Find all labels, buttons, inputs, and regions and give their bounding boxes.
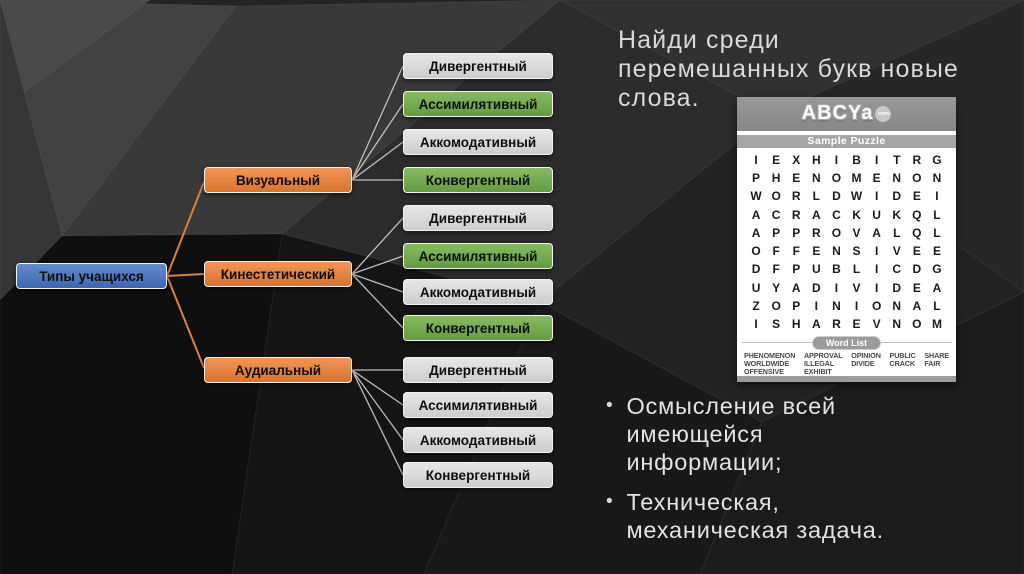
word-list-word: APPROVAL bbox=[803, 351, 843, 361]
puzzle-letter: G bbox=[932, 152, 942, 167]
diagram-branch-auditory: Аудиальный bbox=[204, 357, 352, 383]
puzzle-letter: R bbox=[912, 152, 922, 167]
puzzle-letter: Q bbox=[912, 225, 922, 240]
puzzle-letter: F bbox=[792, 244, 800, 259]
puzzle-letter: I bbox=[834, 152, 839, 167]
puzzle-letter: R bbox=[832, 317, 841, 332]
puzzle-letter: L bbox=[812, 189, 821, 204]
puzzle-letter: V bbox=[852, 225, 861, 240]
puzzle-letter: O bbox=[751, 244, 761, 259]
bullet-line: информации; bbox=[626, 449, 783, 475]
puzzle-letter: U bbox=[812, 262, 821, 277]
puzzle-letter: A bbox=[912, 298, 922, 313]
puzzle-letter: U bbox=[872, 207, 881, 222]
puzzle-letter: E bbox=[932, 244, 941, 259]
puzzle-letter: I bbox=[874, 189, 879, 204]
word-list-word: OPINION bbox=[851, 351, 881, 361]
puzzle-letter: I bbox=[874, 244, 879, 259]
puzzle-letter: N bbox=[892, 317, 902, 332]
puzzle-letter: D bbox=[892, 189, 902, 204]
puzzle-letter: F bbox=[772, 262, 780, 277]
puzzle-letter: D bbox=[892, 280, 902, 295]
word-list-column bbox=[924, 352, 949, 376]
puzzle-letter: E bbox=[772, 152, 781, 167]
puzzle-letter: P bbox=[752, 171, 761, 186]
word-list-badge: Word List bbox=[812, 336, 881, 350]
puzzle-letter: L bbox=[933, 225, 941, 240]
puzzle-letter: R bbox=[812, 225, 821, 240]
puzzle-letter: I bbox=[814, 298, 819, 313]
letter-grid bbox=[737, 148, 956, 337]
puzzle-letter: R bbox=[791, 189, 801, 204]
puzzle-letter: N bbox=[832, 244, 841, 259]
bullet-line: механическая задача. bbox=[626, 517, 884, 543]
puzzle-letter: P bbox=[772, 225, 781, 240]
puzzle-letter: R bbox=[791, 207, 801, 222]
puzzle-letter: W bbox=[850, 189, 863, 204]
puzzle-letter: I bbox=[874, 262, 879, 277]
puzzle-letter: D bbox=[832, 189, 841, 204]
bullet-item bbox=[606, 392, 1024, 476]
puzzle-letter: I bbox=[754, 317, 758, 332]
puzzle-letter: K bbox=[852, 207, 861, 222]
diagram-leaf: Дивергентный bbox=[403, 205, 553, 231]
puzzle-letter: W bbox=[750, 189, 762, 204]
puzzle-letter: I bbox=[834, 280, 839, 295]
puzzle-letter: K bbox=[892, 207, 902, 222]
puzzle-letter: T bbox=[893, 152, 901, 167]
puzzle-letter: S bbox=[772, 317, 781, 332]
puzzle-letter: A bbox=[812, 207, 821, 222]
puzzle-letter: L bbox=[933, 298, 941, 313]
puzzle-letter: V bbox=[892, 244, 901, 259]
puzzle-letter: S bbox=[852, 244, 861, 259]
bullet-item bbox=[606, 488, 1024, 544]
puzzle-header-band bbox=[737, 97, 956, 131]
puzzle-letter: N bbox=[892, 298, 902, 313]
diagram-branch-kinesthetic: Кинестетический bbox=[204, 261, 352, 287]
puzzle-letter: P bbox=[792, 298, 801, 313]
puzzle-letter: U bbox=[751, 280, 761, 295]
puzzle-letter: O bbox=[831, 171, 842, 186]
diagram-leaf: Ассимилятивный bbox=[403, 91, 553, 117]
puzzle-letter: E bbox=[872, 171, 881, 186]
puzzle-letter: B bbox=[852, 152, 861, 167]
puzzle-letter: Z bbox=[752, 298, 760, 313]
word-list-column bbox=[744, 352, 795, 376]
diagram-leaf: Ассимилятивный bbox=[403, 243, 553, 269]
puzzle-letter: C bbox=[832, 207, 841, 222]
word-list-word: OFFENSIVE bbox=[744, 367, 784, 377]
word-search-puzzle-image bbox=[737, 97, 956, 382]
puzzle-letter: O bbox=[871, 298, 882, 313]
puzzle-letter: Q bbox=[912, 207, 922, 222]
puzzle-letter: P bbox=[792, 225, 801, 240]
puzzle-letter: E bbox=[852, 317, 861, 332]
diagram-leaf: Дивергентный bbox=[403, 357, 553, 383]
abcya-logo-com-badge: com bbox=[875, 106, 891, 122]
puzzle-letter: V bbox=[872, 317, 881, 332]
puzzle-letter: Y bbox=[772, 280, 781, 295]
puzzle-letter: H bbox=[812, 152, 821, 167]
word-list-column bbox=[804, 352, 843, 376]
puzzle-letter: E bbox=[912, 280, 921, 295]
puzzle-letter: D bbox=[912, 262, 922, 277]
diagram-leaf: Конвергентный bbox=[403, 462, 553, 488]
puzzle-letter: A bbox=[812, 317, 821, 332]
word-list-column bbox=[851, 352, 881, 376]
word-list-word: FAIR bbox=[924, 359, 941, 369]
puzzle-letter: O bbox=[912, 171, 922, 186]
puzzle-letter: O bbox=[771, 189, 781, 204]
puzzle-letter: E bbox=[812, 244, 821, 259]
puzzle-letter: P bbox=[792, 262, 801, 277]
diagram-leaf: Аккомодативный bbox=[403, 279, 553, 305]
puzzle-letter: A bbox=[872, 225, 881, 240]
puzzle-footer-band bbox=[737, 376, 956, 382]
diagram-leaf: Ассимилятивный bbox=[403, 392, 553, 418]
puzzle-letter: N bbox=[892, 171, 902, 186]
word-list-word: ILLEGAL bbox=[803, 359, 835, 369]
title-line: перемешанных букв новые bbox=[618, 55, 959, 83]
word-list-word: PUBLIC bbox=[889, 351, 916, 361]
word-list-word: CRACK bbox=[889, 359, 915, 369]
bullet-line: имеющейся bbox=[626, 421, 764, 447]
word-list-word: SHARE bbox=[924, 351, 949, 361]
diagram-branch-visual: Визуальный bbox=[204, 167, 352, 193]
bullet-marker: • bbox=[606, 491, 614, 512]
diagram-leaf: Аккомодативный bbox=[403, 129, 553, 155]
puzzle-letter: O bbox=[771, 298, 781, 313]
puzzle-letter: M bbox=[851, 171, 862, 186]
puzzle-letter: I bbox=[854, 298, 859, 313]
puzzle-letter: E bbox=[912, 244, 921, 259]
bullet-text bbox=[626, 488, 884, 544]
puzzle-letter: H bbox=[791, 317, 801, 332]
diagram-leaf: Аккомодативный bbox=[403, 427, 553, 453]
puzzle-letter: I bbox=[754, 152, 758, 167]
puzzle-letter: C bbox=[892, 262, 902, 277]
puzzle-letter: N bbox=[832, 298, 841, 313]
word-list-column bbox=[890, 352, 916, 376]
puzzle-letter: A bbox=[751, 207, 761, 222]
puzzle-letter: C bbox=[771, 207, 781, 222]
word-list-divider bbox=[737, 336, 956, 350]
bullet-line: Осмысление всей bbox=[626, 393, 836, 419]
puzzle-letter: O bbox=[912, 317, 922, 332]
puzzle-letter: F bbox=[772, 244, 780, 259]
puzzle-letter: X bbox=[792, 152, 801, 167]
puzzle-letter: H bbox=[771, 171, 781, 186]
bullet-marker: • bbox=[606, 395, 614, 416]
puzzle-letter: N bbox=[932, 171, 942, 186]
bullet-line: Техническая, bbox=[626, 489, 780, 515]
abcya-logo: ABCYa bbox=[801, 102, 874, 125]
diagram-root-node: Типы учащихся bbox=[16, 263, 167, 289]
word-list-word: PHENOMENON bbox=[744, 351, 796, 361]
puzzle-letter: L bbox=[852, 262, 861, 277]
puzzle-letter: L bbox=[893, 225, 901, 240]
puzzle-letter: O bbox=[831, 225, 842, 240]
puzzle-letter: D bbox=[751, 262, 761, 277]
puzzle-letter: B bbox=[832, 262, 841, 277]
diagram-leaf: Конвергентный bbox=[403, 167, 553, 193]
puzzle-letter: V bbox=[852, 280, 861, 295]
puzzle-letter: A bbox=[791, 280, 801, 295]
puzzle-letter: A bbox=[932, 280, 942, 295]
puzzle-letter: D bbox=[812, 280, 821, 295]
puzzle-letter: I bbox=[874, 152, 879, 167]
word-list bbox=[737, 350, 956, 376]
puzzle-letter: N bbox=[812, 171, 821, 186]
puzzle-letter: G bbox=[932, 262, 942, 277]
word-list-word: EXHIBIT bbox=[803, 367, 832, 377]
diagram-leaf: Дивергентный bbox=[403, 53, 553, 79]
puzzle-letter: E bbox=[912, 189, 921, 204]
puzzle-letter: M bbox=[931, 317, 942, 332]
diagram-leaf: Конвергентный bbox=[403, 315, 553, 341]
title-line: Найди среди bbox=[618, 26, 780, 54]
word-list-word: DIVIDE bbox=[851, 359, 875, 369]
title-line: слова. bbox=[618, 84, 700, 112]
puzzle-letter: A bbox=[751, 225, 761, 240]
puzzle-letter: I bbox=[935, 189, 939, 204]
bullet-text bbox=[626, 392, 835, 476]
word-list-word: WORLDWIDE bbox=[744, 359, 790, 369]
puzzle-letter: L bbox=[933, 207, 941, 222]
puzzle-banner: Sample Puzzle bbox=[737, 135, 956, 148]
puzzle-letter: I bbox=[874, 280, 879, 295]
puzzle-letter: E bbox=[792, 171, 801, 186]
bullet-list bbox=[606, 392, 1024, 556]
